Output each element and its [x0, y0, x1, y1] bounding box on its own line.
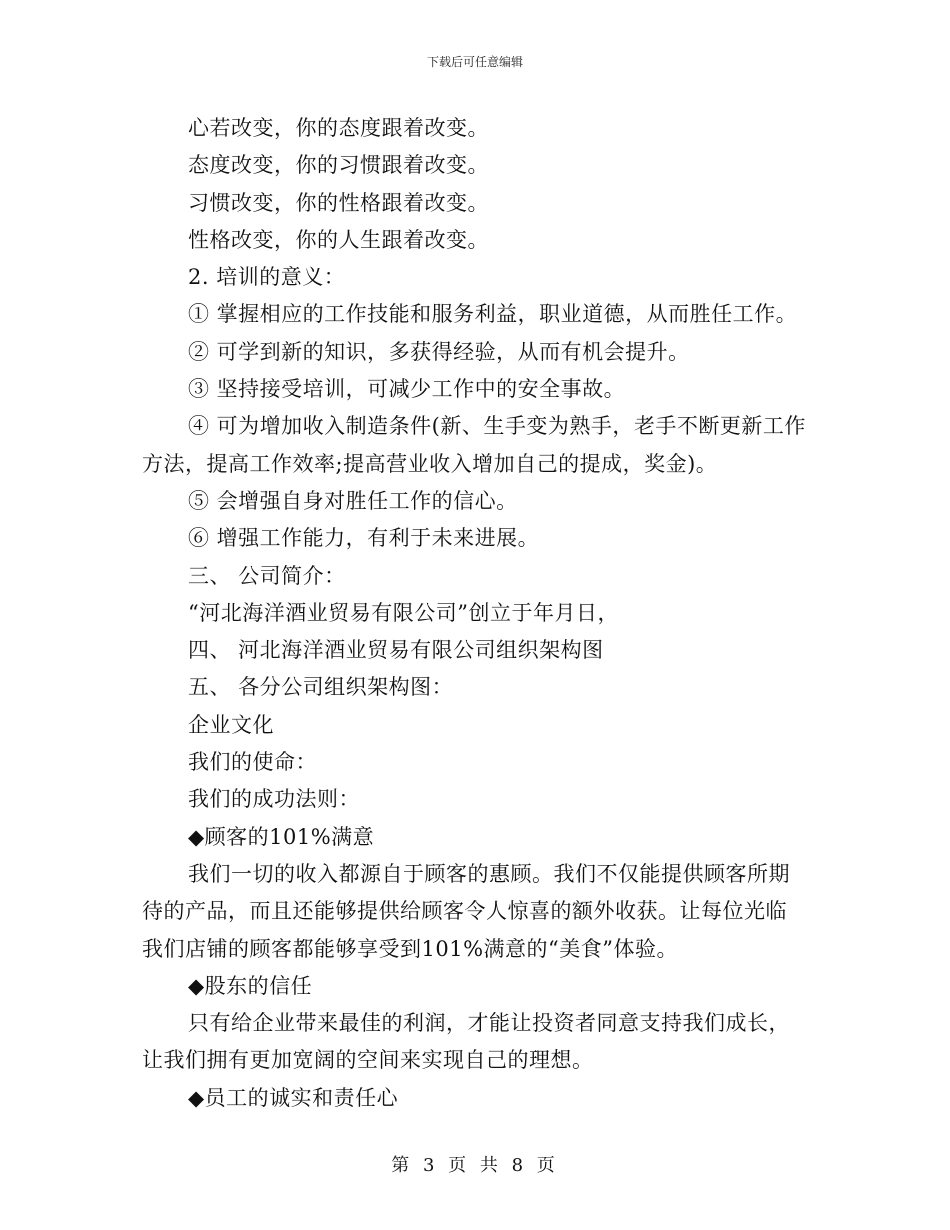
list-item: ① 掌握相应的工作技能和服务利益，职业道德，从而胜任工作。: [188, 302, 798, 327]
section-heading: 三、 公司简介：: [188, 563, 346, 588]
bullet-heading: ◆顾客的101%满意: [188, 824, 375, 849]
paragraph: 性格改变，你的人生跟着改变。: [188, 227, 489, 252]
paragraph: 态度改变，你的习惯跟着改变。: [188, 153, 489, 178]
list-item: ③ 坚持接受培训，可减少工作中的安全事故。: [188, 377, 626, 402]
paragraph: 只有给企业带来最佳的利润，才能让投资者同意支持我们成长，让我们拥有更加宽阔的空间来实现自己的理想。: [142, 1011, 790, 1073]
list-item: ④ 可为增加收入制造条件(新、生手变为熟手，老手不断更新工作方法，提高工作效率;提高营业收入增加自己的提成，奖金)。: [142, 414, 806, 476]
paragraph: 我们的成功法则：: [188, 787, 360, 812]
paragraph: 心若改变，你的态度跟着改变。: [188, 116, 489, 140]
section-heading: 2. 培训的意义：: [188, 265, 346, 290]
paragraph: 习惯改变，你的性格跟着改变。: [188, 190, 489, 215]
document-body: [142, 110, 806, 1117]
paragraph: 我们一切的收入都源自于顾客的惠顾。我们不仅能提供顾客所期待的产品，而且还能够提供给顾客令人惊喜的额外收获。让每位光临我们店铺的顾客都能够享受到101%满意的“美食”体验。: [142, 861, 790, 961]
page-footer: 第 3 页 共 8 页: [391, 1155, 559, 1176]
bullet-heading: ◆员工的诚实和责任心: [188, 1085, 399, 1110]
section-heading: 企业文化: [188, 712, 274, 737]
paragraph: 我们的使命：: [188, 750, 317, 775]
list-item: ⑥ 增强工作能力，有利于未来进展。: [188, 526, 540, 551]
paragraph: “河北海洋酒业贸易有限公司”创立于年月日，: [188, 600, 619, 625]
list-item: ⑤ 会增强自身对胜任工作的信心。: [188, 488, 518, 513]
bullet-heading: ◆股东的信任: [188, 973, 313, 998]
page-header: 下载后可任意编辑: [426, 55, 523, 69]
section-heading: 四、 河北海洋酒业贸易有限公司组织架构图: [188, 638, 604, 663]
list-item: ② 可学到新的知识，多获得经验，从而有机会提升。: [188, 339, 690, 364]
section-heading: 五、 各分公司组织架构图：: [188, 675, 454, 700]
